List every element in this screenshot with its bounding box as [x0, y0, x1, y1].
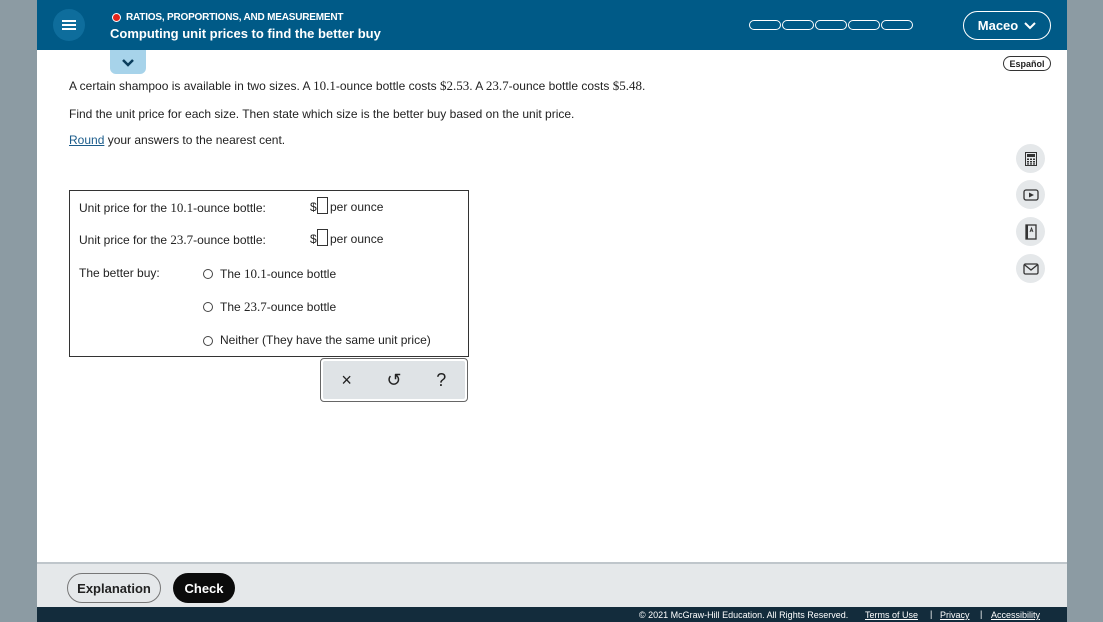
progress-segment [815, 20, 847, 30]
calculator-button[interactable] [1016, 144, 1045, 173]
per-ounce-label: per ounce [330, 232, 384, 246]
calculator-icon [1025, 152, 1037, 166]
round-link[interactable]: Round [69, 133, 105, 147]
terms-link[interactable]: Terms of Use [865, 610, 919, 620]
menu-button[interactable] [53, 9, 85, 41]
label-text: The [220, 267, 245, 281]
price-value: $5.48 [612, 78, 642, 93]
radio-option-1[interactable] [203, 269, 213, 279]
dollar-sign: $ [310, 232, 317, 246]
app-window [37, 0, 1067, 622]
privacy-link[interactable]: Privacy [940, 610, 970, 620]
menu-icon [62, 20, 76, 22]
footer-bar [37, 562, 1067, 607]
unit-price-label-2 [79, 232, 266, 248]
chevron-down-icon [1024, 22, 1036, 30]
size-value: 23.7 [170, 232, 194, 247]
unit-price-input-2[interactable] [317, 229, 328, 246]
answer-actions-panel [320, 358, 468, 402]
topic-label: RATIOS, PROPORTIONS, AND MEASUREMENT [126, 12, 344, 23]
size-value: 10.1 [170, 200, 194, 215]
problem-text: -ounce bottle costs [335, 79, 440, 93]
price-value: $2.53 [439, 78, 470, 93]
dollar-sign: $ [310, 200, 317, 214]
check-button[interactable]: Check [173, 573, 235, 603]
video-button[interactable] [1016, 180, 1045, 209]
size-value: 23.7 [244, 299, 267, 314]
problem-text: . A [469, 79, 486, 93]
user-name: Maceo [977, 18, 1019, 33]
rounding-instruction [69, 133, 285, 147]
label-text: -ounce bottle: [193, 233, 266, 247]
label-text: -ounce bottle [266, 267, 337, 281]
menu-icon-line [62, 24, 76, 26]
option-1-label[interactable] [220, 266, 336, 282]
separator: | [930, 609, 933, 619]
problem-statement [69, 78, 645, 94]
progress-segment [848, 20, 880, 30]
radio-option-3[interactable] [203, 336, 213, 346]
unit-price-label-1 [79, 200, 266, 216]
problem-text: . [641, 79, 646, 93]
size-value: 10.1 [244, 266, 267, 281]
problem-text: -ounce bottle costs [508, 79, 613, 93]
label-text: The [220, 300, 245, 314]
label-text: Unit price for the [79, 233, 171, 247]
topic-status-dot [112, 13, 121, 22]
per-ounce-label: per ounce [330, 200, 384, 214]
progress-segment [881, 20, 913, 30]
progress-indicator [749, 20, 914, 30]
dictionary-button[interactable] [1016, 217, 1045, 246]
bottom-bar [37, 607, 1067, 622]
radio-option-2[interactable] [203, 302, 213, 312]
explanation-button[interactable]: Explanation [67, 573, 161, 603]
unit-price-input-1[interactable] [317, 197, 328, 214]
collapse-header-button[interactable] [110, 50, 146, 74]
answer-actions [323, 361, 465, 399]
user-menu-button[interactable] [963, 11, 1051, 40]
help-button[interactable]: ? [436, 369, 447, 390]
label-text: -ounce bottle: [193, 201, 266, 215]
video-icon [1023, 189, 1039, 201]
problem-instructions: Find the unit price for each size. Then state which size is the better buy based on the unit price. [69, 107, 575, 121]
option-3-label[interactable]: Neither (They have the same unit price) [220, 333, 431, 347]
progress-segment [749, 20, 781, 30]
problem-text: A certain shampoo is available in two sizes. A [69, 79, 314, 93]
progress-segment [782, 20, 814, 30]
clear-button[interactable]: × [341, 369, 352, 390]
option-2-label[interactable] [220, 299, 336, 315]
label-text: Unit price for the [79, 201, 171, 215]
message-icon [1023, 263, 1039, 275]
language-button[interactable]: Español [1003, 56, 1051, 71]
rounding-text: your answers to the nearest cent. [104, 133, 286, 147]
copyright-text: © 2021 McGraw-Hill Education. All Rights Reserved. [639, 610, 849, 620]
undo-button[interactable]: ↺ [386, 369, 402, 390]
menu-icon-line [62, 28, 76, 30]
chevron-down-icon [121, 58, 135, 67]
better-buy-label: The better buy: [79, 266, 160, 280]
message-button[interactable] [1016, 254, 1045, 283]
top-bar [37, 0, 1067, 50]
answer-box [69, 190, 469, 357]
separator: | [980, 609, 983, 619]
lesson-title: Computing unit prices to find the better buy [110, 26, 381, 41]
dictionary-icon [1025, 224, 1037, 240]
accessibility-link[interactable]: Accessibility [991, 610, 1041, 620]
size-value: 10.1 [313, 78, 336, 93]
label-text: -ounce bottle [266, 300, 337, 314]
size-value: 23.7 [485, 78, 509, 93]
